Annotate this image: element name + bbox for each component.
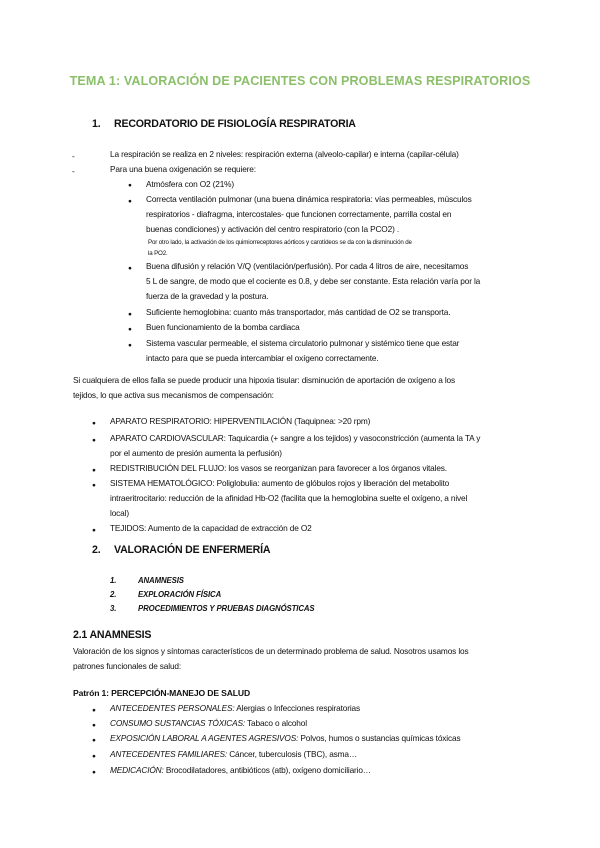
requirement-item: Buena difusión y relación V/Q (ventilación/perfusión). Por cada 4 litros de aire, necesitamos [146, 261, 469, 271]
section-1-heading [92, 118, 356, 130]
bullet-icon: ● [128, 342, 132, 349]
pattern-item [110, 716, 307, 732]
requirement-item-line: fuerza de la gravedad y la postura. [146, 291, 269, 301]
section-2-number: 2. [92, 544, 101, 556]
step-item [110, 604, 315, 613]
section-2-heading [92, 544, 270, 556]
pattern-item-label: ANTECEDENTES PERSONALES: [110, 703, 235, 713]
bullet-icon: ● [92, 527, 96, 534]
dash-item: La respiración se realiza en 2 niveles: respiración externa (alveolo-capilar) e interna (capilar-célula) [110, 149, 459, 159]
dash-marker: - [72, 166, 75, 176]
bullet-icon: ● [92, 437, 96, 444]
bullet-icon: ● [92, 707, 96, 714]
bullet-icon: ● [92, 722, 96, 729]
pattern-item-label: CONSUMO SUSTANCIAS TÓXICAS: [110, 718, 246, 728]
compensation-item [110, 461, 447, 477]
hypoxia-paragraph-line: tejidos, lo que activa sus mecanismos de compensación: [73, 390, 274, 400]
compensation-item [110, 521, 312, 537]
step-label: ANAMNESIS [138, 576, 184, 585]
pattern-item-text: Tabaco o alcohol [245, 718, 307, 728]
pattern-item [110, 701, 360, 717]
compensation-item-line: intraeritrocitario: reducción de la afinidad Hb-O2 (facilita que la hemoglobina suelte el oxígeno, a nivel [110, 493, 468, 503]
pattern-item-label: MEDICACIÓN: [110, 765, 164, 775]
requirement-item-line: respiratorios - diafragma, intercostales- que funcionen correctamente, parrilla costal en [146, 209, 452, 219]
bullet-icon: ● [128, 182, 132, 189]
compensation-label: APARATO CARDIOVASCULAR: [110, 433, 226, 443]
requirement-note: Por otro lado, la activación de los quimiorreceptores aórticos y carotídeos se da con la disminución de [148, 239, 412, 246]
pattern-item-text: Brocodilatadores, antibióticos (atb), oxígeno domiciliario… [163, 765, 371, 775]
anamnesis-intro: Valoración de los signos y síntomas característicos de un determinado problema de salud. Nosotros usamos los [73, 646, 469, 656]
compensation-text: Poliglobulia: aumento de glóbulos rojos y liberación del metabolito [214, 478, 450, 488]
bullet-icon: ● [92, 467, 96, 474]
compensation-item [110, 476, 449, 492]
bullet-icon: ● [128, 326, 132, 333]
anamnesis-intro-line: patrones funcionales de salud: [73, 661, 182, 671]
step-number: 3. [110, 604, 117, 613]
compensation-label: TEJIDOS: [110, 523, 147, 533]
bullet-icon: ● [92, 482, 96, 489]
compensation-item [110, 414, 370, 430]
section-1-number: 1. [92, 118, 101, 130]
step-label: EXPLORACIÓN FÍSICA [138, 590, 222, 599]
compensation-item-line: por el aumento de presión aumenta la perfusión) [110, 448, 282, 458]
requirement-item: Buen funcionamiento de la bomba cardiaca [146, 322, 300, 332]
compensation-item [110, 431, 480, 447]
bullet-icon: ● [92, 769, 96, 776]
pattern-item [110, 747, 357, 763]
compensation-text: HIPERVENTILACIÓN (Taquipnea: >20 rpm) [211, 416, 371, 426]
pattern-item-text: Cáncer, tuberculosis (TBC), asma… [227, 749, 358, 759]
hypoxia-paragraph: Si cualquiera de ellos falla se puede producir una hipoxia tisular: disminución de aportación de oxígeno a los [73, 375, 456, 385]
compensation-label: SISTEMA HEMATOLÓGICO: [110, 478, 215, 488]
pattern-item [110, 763, 371, 779]
bullet-icon: ● [92, 737, 96, 744]
bullet-icon: ● [128, 265, 132, 272]
compensation-text: Aumento de la capacidad de extracción de O2 [146, 523, 312, 533]
bullet-icon: ● [92, 753, 96, 760]
step-label: PROCEDIMIENTOS Y PRUEBAS DIAGNÓSTICAS [138, 604, 315, 613]
requirement-item: Atmósfera con O2 (21%) [146, 179, 235, 189]
requirement-item-line: buenas condiciones) y activación del centro respiratorio (con la PCO2) . [146, 224, 399, 234]
compensation-label: REDISTRIBUCIÓN DEL FLUJO: [110, 463, 227, 473]
requirement-item: Sistema vascular permeable, el sistema circulatorio pulmonar y sistémico tiene que estar [146, 338, 460, 348]
compensation-label: APARATO RESPIRATORIO: [110, 416, 212, 426]
bullet-icon: ● [128, 198, 132, 205]
pattern-item-text: Alergias o Infecciones respiratorias [234, 703, 360, 713]
step-item [110, 590, 221, 599]
pattern-item-label: ANTECEDENTES FAMILIARES: [110, 749, 228, 759]
requirement-item: Correcta ventilación pulmonar (una buena dinámica respiratoria: vías permeables, músculos [146, 194, 472, 204]
pattern-item-label: EXPOSICIÓN LABORAL A AGENTES AGRESIVOS: [110, 733, 299, 743]
section-1-title: RECORDATORIO DE FISIOLOGÍA RESPIRATORIA [114, 118, 356, 130]
requirement-note: la PO2. [148, 250, 168, 257]
pattern-item [110, 731, 460, 747]
pattern-heading: Patrón 1: PERCEPCIÓN-MANEJO DE SALUD [73, 688, 250, 698]
bullet-icon: ● [128, 311, 132, 318]
dash-item: Para una buena oxigenación se requiere: [110, 164, 256, 174]
bullet-icon: ● [92, 420, 96, 427]
requirement-item-line: 5 L de sangre, de modo que el cociente es 0.8, y debe ser constante. Esta relación varía por la [146, 276, 481, 286]
step-number: 1. [110, 576, 117, 585]
step-number: 2. [110, 590, 117, 599]
compensation-item-line: local) [110, 508, 129, 518]
pattern-item-text: Polvos, humos o sustancias químicas tóxicas [298, 733, 461, 743]
requirement-item: Suficiente hemoglobina: cuanto más transportador, más cantidad de O2 se transporta. [146, 307, 451, 317]
section-2-1-heading: 2.1 ANAMNESIS [73, 629, 152, 641]
compensation-text: los vasos se reorganizan para favorecer a los órganos vitales. [226, 463, 447, 473]
requirement-item-line: intacto para que se pueda intercambiar el oxígeno correctamente. [146, 353, 379, 363]
page-title: TEMA 1: VALORACIÓN DE PACIENTES CON PROBLEMAS RESPIRATORIOS [69, 74, 531, 88]
step-item [110, 576, 184, 585]
compensation-text: Taquicardia (+ sangre a los tejidos) y vasoconstricción (aumenta la TA y [225, 433, 481, 443]
section-2-title: VALORACIÓN DE ENFERMERÍA [114, 544, 271, 556]
dash-marker: - [72, 151, 75, 161]
